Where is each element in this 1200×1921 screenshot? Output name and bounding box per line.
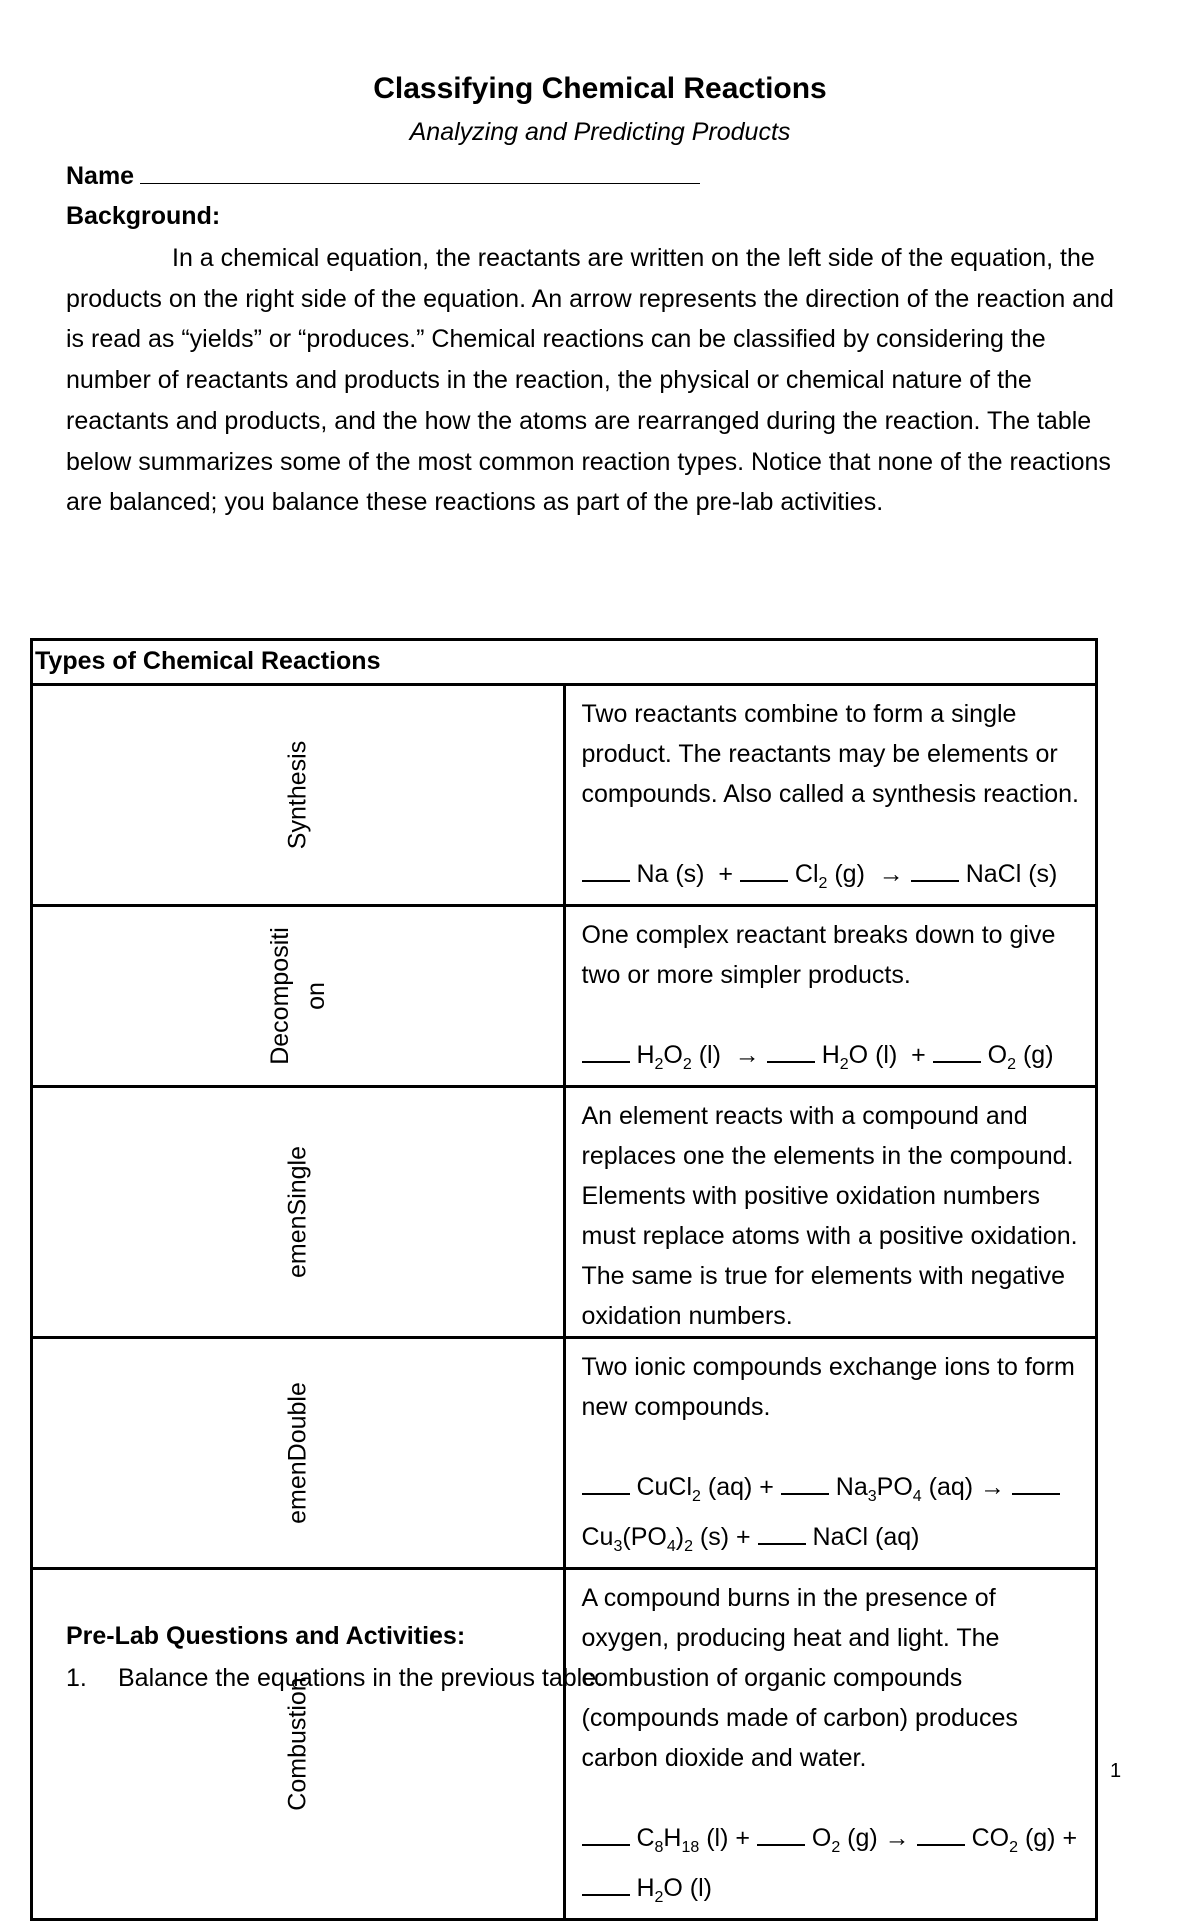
question-text: Balance the equations in the previous table. bbox=[118, 1664, 604, 1692]
background-paragraph bbox=[66, 238, 1126, 523]
name-blank-line bbox=[140, 163, 700, 184]
decomposition-description: One complex reactant breaks down to give two or more simpler products. bbox=[581, 921, 1056, 989]
row-description-cell bbox=[564, 685, 1097, 906]
combustion-description: A compound burns in the presence of oxygen, producing heat and light. The combustion of organic compounds (compounds made of carbon) produces carbon dioxide and water. bbox=[581, 1584, 1018, 1772]
question-number: 1. bbox=[66, 1664, 87, 1692]
row-description-cell bbox=[564, 1338, 1097, 1569]
prelab-question-1 bbox=[66, 1664, 603, 1693]
row-label-combustion: Combustion bbox=[283, 1677, 312, 1811]
page-title: Classifying Chemical Reactions bbox=[373, 72, 827, 105]
combustion-equation: $C_8H_{18}$ $(l) + O_2$ $(g) \to CO_2$ $(g) + H_2O$ (l) bbox=[582, 1818, 1082, 1918]
table-row bbox=[32, 1087, 1097, 1338]
table-header: Types of Chemical Reactions bbox=[32, 640, 1097, 685]
row-description-cell bbox=[564, 1569, 1097, 1920]
row-label-synthesis: Synthesis bbox=[283, 740, 312, 850]
name-label: Name bbox=[66, 162, 135, 190]
double-description: Two ionic compounds exchange ions to form new compounds. bbox=[581, 1353, 1075, 1421]
decomposition-equation: $H_2O_2$ $(l) \to H_2O$ $(l) + O_2$ (g) bbox=[582, 1035, 1082, 1085]
table-row bbox=[32, 906, 1097, 1087]
page-number: 1 bbox=[1110, 1760, 1122, 1782]
reaction-types-table bbox=[30, 638, 1098, 1921]
row-label-cell bbox=[32, 1338, 565, 1569]
synthesis-description: Two reactants combine to form a single product. The reactants may be elements or compounds. Also called a synthesis reaction. bbox=[581, 700, 1079, 808]
prelab-heading: Pre-Lab Questions and Activities: bbox=[66, 1622, 466, 1650]
table-row bbox=[32, 1338, 1097, 1569]
background-text: In a chemical equation, the reactants are written on the left side of the equation, the products on the right side of the equation. An arrow represents the direction of the reaction and is read as “yields” or “produces.” Chemical reactions can be classified by considering the number of reactants and products in the reaction, the physical or chemical nature of the reactants and products, and the how the atoms are rearranged during the reaction. The table below summarizes some of the most common reaction types. Notice that none of the reactions are balanced; you balance these reactions as part of the pre-lab activities. bbox=[66, 244, 1114, 517]
background-heading: Background: bbox=[66, 202, 221, 230]
row-description-cell bbox=[564, 906, 1097, 1087]
double-equation: CuCl$_2$ $(aq) + Na_3PO_4$ $(aq) \to Cu_3(PO_4)_2$ (s) + NaCl (aq) bbox=[582, 1467, 1082, 1567]
page-subtitle: Analyzing and Predicting Products bbox=[409, 118, 791, 146]
synthesis-equation: Na $(s) + Cl_2$ (g) → NaCl (s) bbox=[582, 854, 1082, 904]
row-label-decomposition: Decompositi on bbox=[265, 927, 330, 1065]
table-row bbox=[32, 685, 1097, 906]
row-label-cell bbox=[32, 685, 565, 906]
row-label-cell bbox=[32, 1087, 565, 1338]
name-field bbox=[66, 162, 700, 191]
row-label-double: emenDouble bbox=[283, 1382, 312, 1524]
row-description-cell bbox=[564, 1087, 1097, 1338]
single-description: An element reacts with a compound and replaces one the elements in the compound. Elements with positive oxidation numbers must replace atoms with a positive oxidation. The same is true for elements with negative oxidation numbers. bbox=[581, 1102, 1078, 1330]
row-label-single: emenSingle bbox=[283, 1145, 312, 1279]
row-label-cell bbox=[32, 906, 565, 1087]
